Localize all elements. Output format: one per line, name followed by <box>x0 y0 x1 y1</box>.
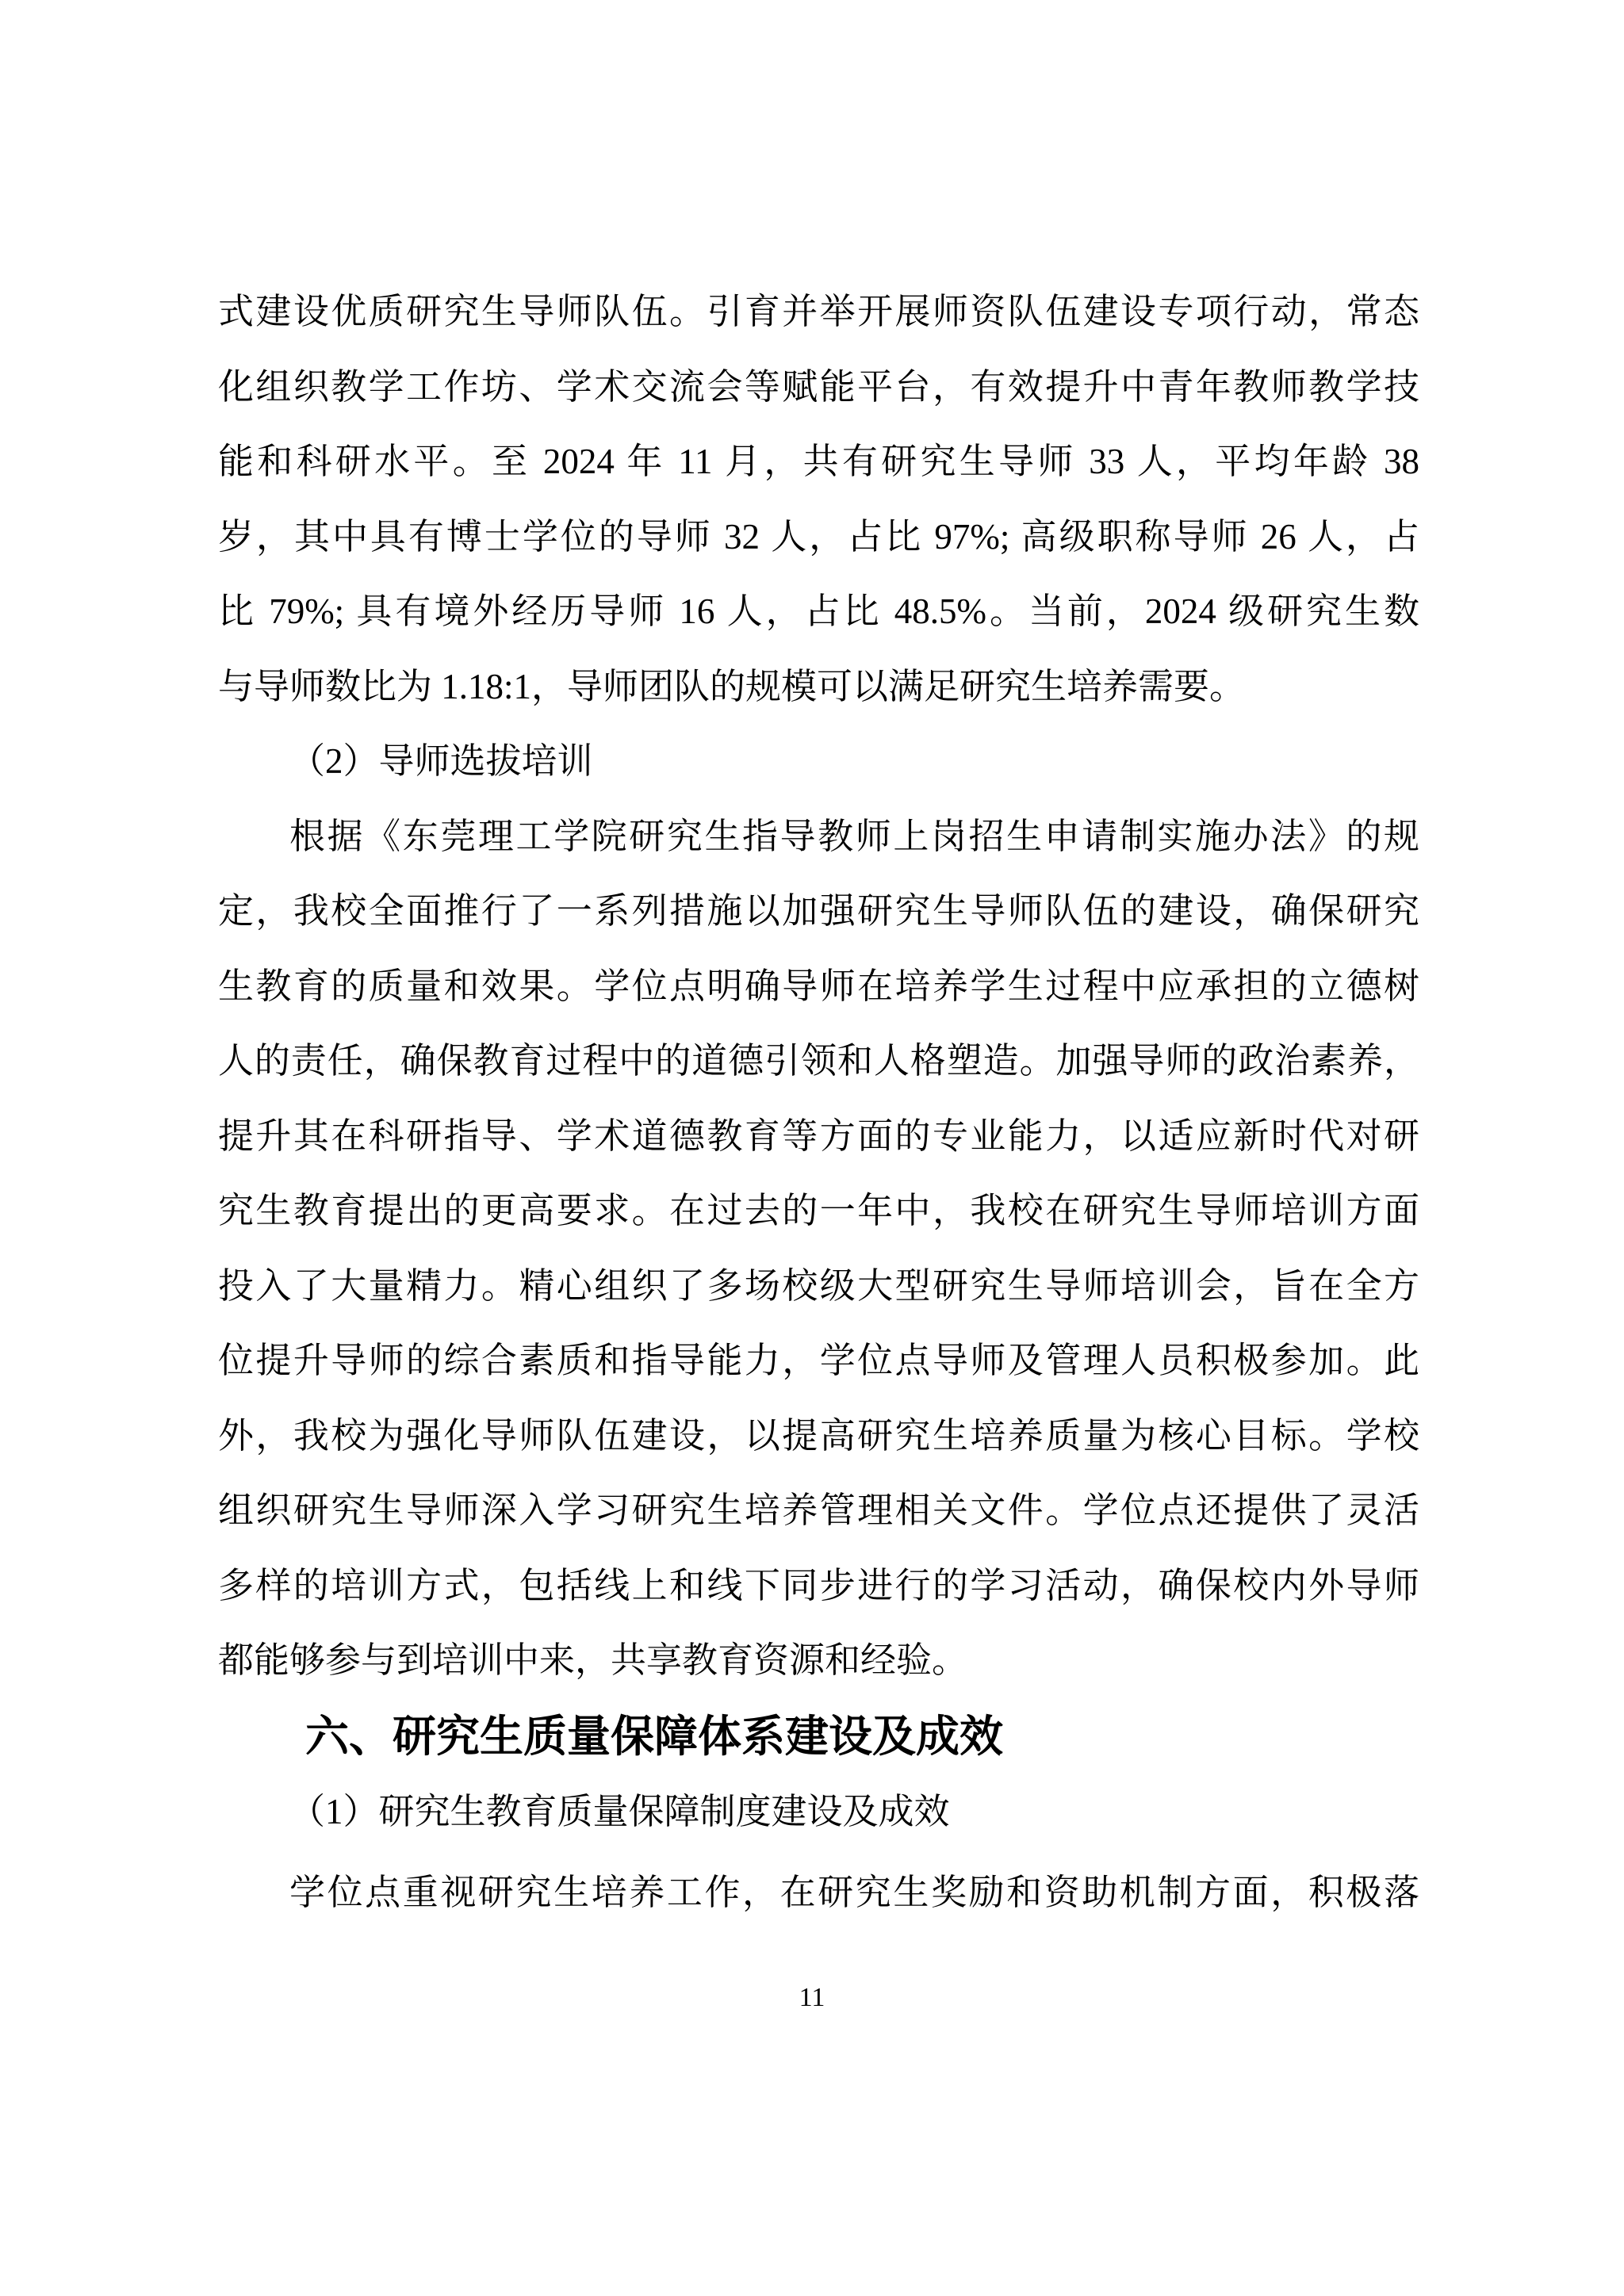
body-line: 能和科研水平。至 2024 年 11 月，共有研究生导师 33 人，平均年龄 38 <box>218 442 1419 481</box>
body-line: 比 79%; 具有境外经历导师 16 人，占比 48.5%。当前，2024 级研究生数 <box>218 591 1419 631</box>
body-line: 生教育的质量和效果。学位点明确导师在培养学生过程中应承担的立德树 <box>218 966 1419 1006</box>
body-line: 岁，其中具有博士学位的导师 32 人，占比 97%; 高级职称导师 26 人，占 <box>218 516 1419 557</box>
body-line: 外，我校为强化导师队伍建设，以提高研究生培养质量为核心目标。学校 <box>218 1415 1419 1456</box>
body-line: 人的责任，确保教育过程中的道德引领和人格塑造。加强导师的政治素养， <box>218 1041 1419 1081</box>
body-line: 化组织教学工作坊、学术交流会等赋能平台，有效提升中青年教师教学技 <box>218 366 1419 407</box>
body-line: 定，我校全面推行了一系列措施以加强研究生导师队伍的建设，确保研究 <box>218 891 1419 931</box>
body-line: 投入了大量精力。精心组织了多场校级大型研究生导师培训会，旨在全方 <box>218 1265 1419 1306</box>
body-line: 都能够参与到培训中来，共享教育资源和经验。 <box>218 1640 968 1680</box>
body-line: 根据《东莞理工学院研究生指导教师上岗招生申请制实施办法》的规 <box>289 816 1419 856</box>
body-line: 究生教育提出的更高要求。在过去的一年中，我校在研究生导师培训方面 <box>218 1191 1419 1230</box>
body-line: 组织研究生导师深入学习研究生培养管理相关文件。学位点还提供了灵活 <box>218 1490 1419 1530</box>
body-line: 式建设优质研究生导师队伍。引育并举开展师资队伍建设专项行动，常态 <box>218 292 1419 331</box>
body-line: 位提升导师的综合素质和指导能力，学位点导师及管理人员积极参加。此 <box>218 1341 1419 1380</box>
body-line: 与导师数比为 1.18:1，导师团队的规模可以满足研究生培养需要。 <box>218 666 1246 706</box>
page-number: 11 <box>799 1983 825 2012</box>
body-line: 多样的培训方式，包括线上和线下同步进行的学习活动，确保校内外导师 <box>218 1565 1419 1605</box>
body-line: 提升其在科研指导、学术道德教育等方面的专业能力，以适应新时代对研 <box>218 1115 1419 1156</box>
list-item-heading: （2）导师选拔培训 <box>289 741 593 781</box>
section-heading: 六、研究生质量保障体系建设及成效 <box>305 1711 1004 1761</box>
subsection-heading: （1）研究生教育质量保障制度建设及成效 <box>289 1791 950 1831</box>
body-line: 学位点重视研究生培养工作，在研究生奖励和资助机制方面，积极落 <box>289 1873 1419 1912</box>
